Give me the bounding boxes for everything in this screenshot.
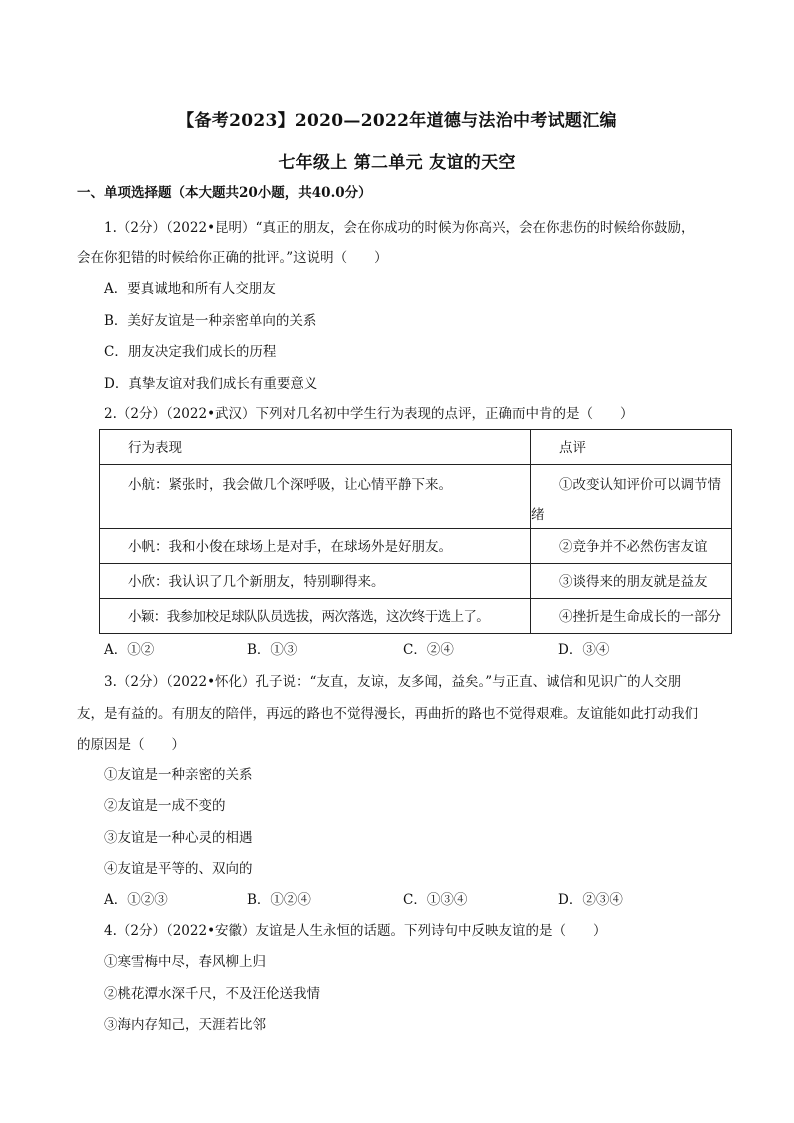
table-cell-comment: ②竞争并不必然伤害友谊 (559, 539, 708, 555)
q4-stem: 4.（2分）（2022•安徽）友谊是人生永恒的话题。下列诗句中反映友谊的是（ ） (104, 923, 607, 939)
document-title: 【备考2023】2020—2022年道德与法治中考试题汇编 (177, 111, 617, 131)
q1-option-b: B．美好友谊是一种亲密单向的关系 (104, 313, 317, 329)
q3-item-1: ①友谊是一种亲密的关系 (104, 767, 253, 783)
q1-stem-line1: 1.（2分）（2022•昆明）“真正的朋友，会在你成功的时候为你高兴，会在你悲伤的时候给你鼓励， (104, 220, 695, 236)
document-subtitle: 七年级上 第二单元 友谊的天空 (278, 153, 516, 173)
q3-option-a: A．①②③ (104, 892, 168, 908)
q4-item-3: ③海内存知己，天涯若比邻 (104, 1017, 266, 1033)
q3-stem-line1: 3.（2分）（2022•怀化）孔子说：“友直，友谅，友多闻，益矣。”与正直、诚信和见识广的人交朋 (104, 674, 682, 690)
table-cell-behavior: 小欣：我认识了几个新朋友，特别聊得来。 (128, 574, 385, 590)
table-row (100, 564, 732, 599)
table-cell-behavior: 小帆：我和小俊在球场上是对手，在球场外是好朋友。 (128, 539, 452, 555)
q2-option-b: B．①③ (247, 642, 298, 658)
q1-option-d: D．真挚友谊对我们成长有重要意义 (104, 376, 318, 392)
q2-option-c: C．②④ (403, 642, 454, 658)
q3-item-4: ④友谊是平等的、双向的 (104, 861, 253, 877)
q2-option-a: A．①② (104, 642, 155, 658)
section-heading: 一、单项选择题（本大题共20小题，共40.0分） (77, 185, 372, 201)
q2-option-d: D．③④ (558, 642, 610, 658)
table-cell-behavior: 小航：紧张时，我会做几个深呼吸，让心情平静下来。 (128, 477, 452, 493)
table-cell-behavior: 小颖：我参加校足球队队员选拔，两次落选，这次终于选上了。 (128, 609, 490, 625)
table-cell-comment: ③谈得来的朋友就是益友 (559, 574, 708, 590)
q3-item-3: ③友谊是一种心灵的相遇 (104, 830, 253, 846)
q3-option-d: D．②③④ (558, 892, 623, 908)
q1-option-c: C．朋友决定我们成长的历程 (104, 344, 277, 360)
q3-stem-line2: 友，是有益的。有朋友的陪伴，再远的路也不觉得漫长，再曲折的路也不觉得艰难。友谊能如此打动我们 (77, 706, 698, 722)
table-row (100, 599, 732, 634)
q1-option-a: A．要真诚地和所有人交朋友 (104, 281, 276, 297)
q2-table (99, 429, 732, 634)
table-header-behavior: 行为表现 (128, 440, 182, 456)
q3-item-2: ②友谊是一成不变的 (104, 798, 226, 814)
table-cell-comment-wrap: 绪 (531, 507, 545, 523)
table-row (100, 465, 732, 529)
table-cell-comment: ①改变认知评价可以调节情 (559, 477, 721, 493)
q4-item-1: ①寒雪梅中尽，春风柳上归 (104, 954, 266, 970)
table-cell-comment: ④挫折是生命成长的一部分 (559, 609, 721, 625)
q3-option-b: B．①②④ (247, 892, 311, 908)
q3-stem-line3: 的原因是（ ） (77, 737, 185, 753)
table-row (100, 529, 732, 564)
q3-option-c: C．①③④ (403, 892, 468, 908)
table-header-row (100, 430, 732, 465)
q2-stem: 2.（2分）（2022•武汉）下列对几名初中学生行为表现的点评，正确而中肯的是（ ） (104, 406, 634, 422)
table-header-comment: 点评 (559, 440, 586, 456)
q4-item-2: ②桃花潭水深千尺，不及汪伦送我情 (104, 986, 320, 1002)
q1-stem-line2: 会在你犯错的时候给你正确的批评。”这说明（ ） (77, 250, 388, 266)
